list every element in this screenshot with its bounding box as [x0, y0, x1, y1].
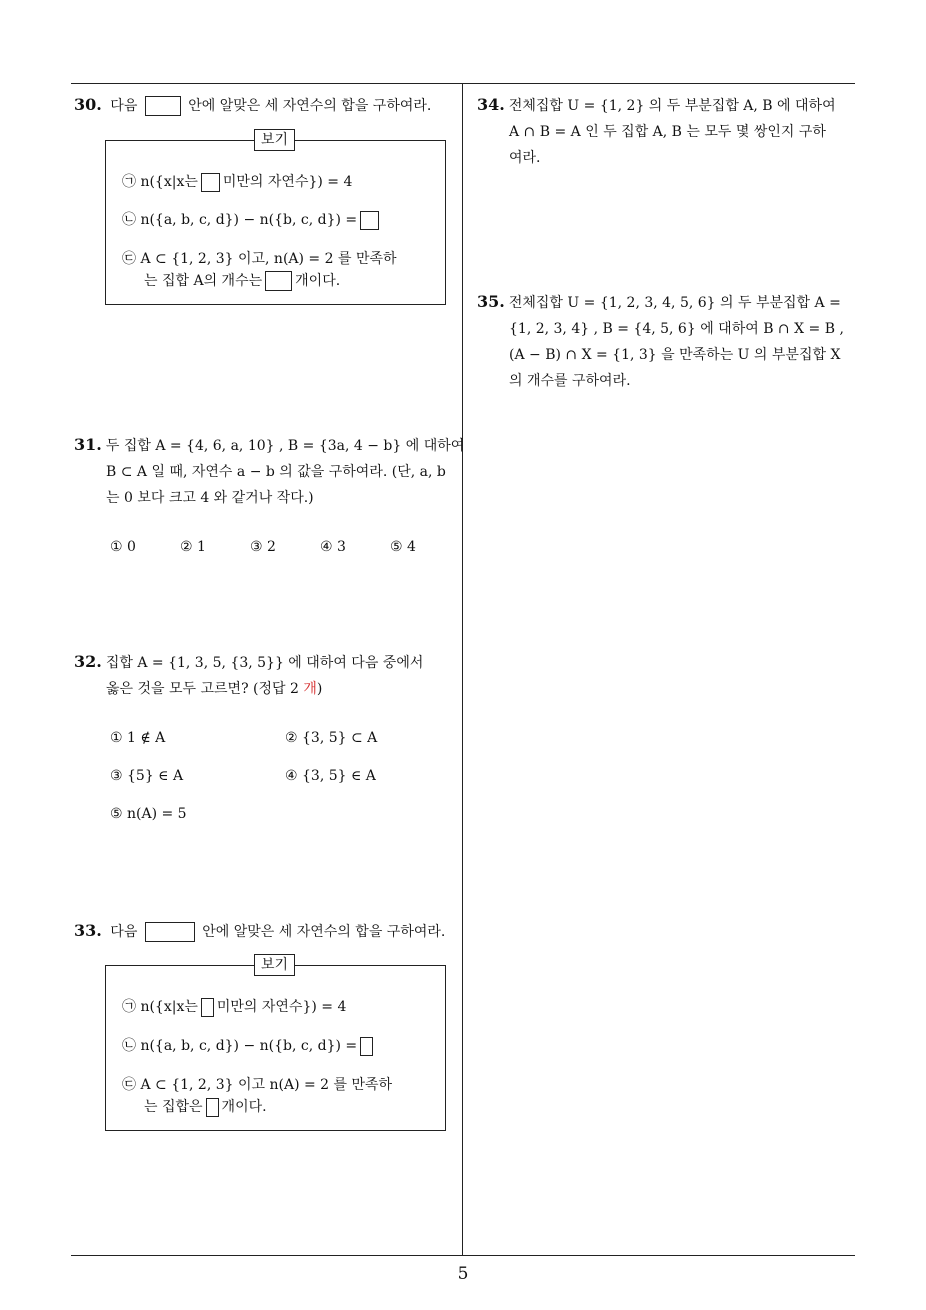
example-item: ㉠ n({x|x는 미만의 자연수}) = 4: [122, 999, 347, 1015]
choice-5[interactable]: ⑤ 4: [390, 539, 416, 555]
example-item: ㉢ A ⊂ {1, 2, 3} 이고 n(A) = 2 를 만족하 는 집합은 개이다.: [122, 1077, 393, 1115]
question-number: 35.: [477, 292, 505, 311]
column-divider: [462, 83, 463, 1256]
question-number: 32.: [74, 652, 102, 671]
question-text: 의 개수를 구하여라.: [509, 373, 631, 389]
choice-1[interactable]: ① 1 ∉ A: [110, 730, 166, 746]
footer-rule: [71, 1255, 855, 1256]
question-number: 34.: [477, 95, 505, 114]
question-text: 전체집합 U = {1, 2, 3, 4, 5, 6} 의 두 부분집합 A =: [508, 295, 841, 311]
answer-blank: [360, 211, 379, 230]
question-text: {1, 2, 3, 4} , B = {4, 5, 6} 에 대하여 B ∩ X = B ,: [509, 321, 844, 337]
answer-blank: [265, 271, 292, 291]
question-text: 는 0 보다 크고 4 와 같거나 작다.): [106, 490, 314, 506]
page-number: 5: [457, 1264, 469, 1284]
question-31: [74, 432, 464, 511]
choice-2[interactable]: ② 1: [180, 539, 206, 555]
example-item: ㉡ n({a, b, c, d}) − n({b, c, d}) =: [122, 209, 382, 231]
question-text: 안에 알맞은 세 자연수의 합을 구하여라.: [202, 924, 446, 940]
choice-4[interactable]: ④ 3: [320, 539, 346, 555]
answer-blank: [360, 1037, 373, 1056]
question-text: 다음: [110, 924, 138, 940]
answer-blank: [206, 1098, 219, 1117]
choice-2[interactable]: ② {3, 5} ⊂ A: [285, 730, 378, 746]
answer-blank: [145, 96, 181, 116]
question-number: 31.: [74, 435, 102, 454]
question-number: 30.: [74, 95, 102, 114]
question-35: [477, 289, 844, 394]
question-text: A ∩ B = A 인 두 집합 A, B 는 모두 몇 쌍인지 구하: [509, 124, 826, 140]
example-item: ㉢ A ⊂ {1, 2, 3} 이고, n(A) = 2 를 만족하 는 집합 A의 개수는 개이다.: [122, 251, 397, 289]
question-33: [74, 918, 445, 945]
question-text: 두 집합 A = {4, 6, a, 10} , B = {3a, 4 − b} 에 대하여: [105, 438, 465, 454]
answer-blank: [145, 922, 195, 942]
choice-3[interactable]: ③ 2: [250, 539, 276, 555]
example-box-label: 보기: [254, 954, 295, 976]
highlight-text: 개: [303, 681, 317, 697]
question-30: [74, 92, 431, 119]
example-item: ㉠ n({x|x는 미만의 자연수}) = 4: [122, 174, 353, 190]
question-text: 여라.: [509, 150, 541, 166]
question-text: 집합 A = {1, 3, 5, {3, 5}} 에 대하여 다음 중에서: [105, 655, 424, 671]
header-rule: [71, 83, 855, 84]
question-32: 32. 집합 A = {1, 3, 5, {3, 5}} 에 대하여 다음 중에서 옳은 것을 모두 고르면? (정답 2 개): [74, 652, 424, 697]
choice-5[interactable]: ⑤ n(A) = 5: [110, 806, 187, 822]
answer-blank: [201, 173, 220, 192]
question-34: [477, 92, 836, 171]
example-item: ㉡ n({a, b, c, d}) − n({b, c, d}) =: [122, 1035, 376, 1057]
choice-3[interactable]: ③ {5} ∈ A: [110, 768, 184, 784]
answer-blank: [201, 998, 214, 1017]
question-text: 안에 알맞은 세 자연수의 합을 구하여라.: [188, 98, 432, 114]
question-text: 전체집합 U = {1, 2} 의 두 부분집합 A, B 에 대하여: [508, 98, 836, 114]
question-text: (A − B) ∩ X = {1, 3} 을 만족하는 U 의 부분집합 X: [509, 347, 841, 363]
question-text: B ⊂ A 일 때, 자연수 a − b 의 값을 구하여라. (단, a, b: [106, 464, 446, 480]
choice-4[interactable]: ④ {3, 5} ∈ A: [285, 768, 376, 784]
choice-1[interactable]: ① 0: [110, 539, 136, 555]
question-text: 다음: [110, 98, 138, 114]
question-number: 33.: [74, 921, 102, 940]
example-box-label: 보기: [254, 129, 295, 151]
